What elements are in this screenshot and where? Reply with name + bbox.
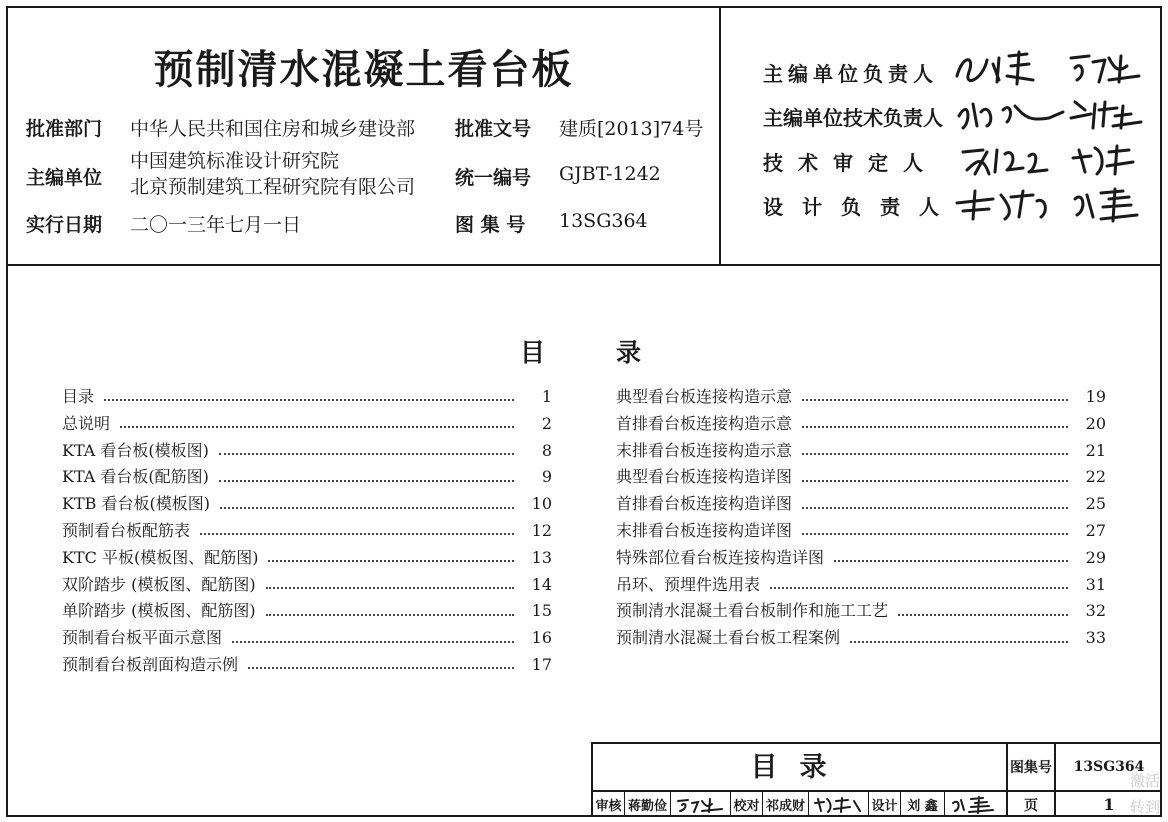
toc-entry-title: 首排看台板连接构造详图 [616,494,793,514]
toc-entry[interactable] [616,438,1106,465]
toc-entry-title: 预制看台板剖面构造示例 [62,654,239,674]
toc-entry-title: 特殊部位看台板连接构造详图 [616,547,825,567]
toc-entry-title: KTC 平板(模板图、配筋图) [62,547,259,567]
chief-unit-value [130,148,415,200]
toc-entry-title: 单阶踏步 (模板图、配筋图) [62,601,256,621]
toc-entry[interactable] [616,384,1106,411]
toc-entry[interactable] [62,384,552,411]
page-cell-value: 1 [1103,795,1115,814]
toc-entry[interactable] [616,625,1106,652]
toc-entry-title: 首排看台板连接构造示意 [616,413,793,433]
toc-entry[interactable] [62,491,552,518]
toc-entry-title: KTB 看台板(模板图) [62,494,210,514]
toc-entry[interactable] [62,545,552,572]
approval-row [593,792,1008,817]
atlas-no-label: 图 集 号 [455,214,526,236]
toc-entry-page: 25 [1085,494,1106,514]
toc-entry[interactable] [62,598,552,625]
checker-name: 祁成财 [763,792,809,817]
toc-entry[interactable] [616,572,1106,599]
toc-entry-page: 33 [1085,628,1106,648]
sig-row-4-label: 设计负责人 [763,195,958,219]
atlas-no-value: 13SG364 [559,210,648,232]
toc-leader-dots [200,533,514,535]
toc-entry-page: 13 [531,547,552,567]
activation-watermark [1130,768,1168,820]
toc-entry[interactable] [62,464,552,491]
sig-row-1-label: 主编单位负责人 [763,62,938,86]
effective-date-label: 实行日期 [26,214,103,236]
toc-entry-page: 12 [531,520,552,540]
toc-leader-dots [248,667,514,669]
toc-left-column [62,384,552,679]
toc-entry-page: 20 [1085,413,1106,433]
toc-leader-dots [266,614,514,616]
toc-entry[interactable] [616,464,1106,491]
effective-date-value: 二〇一三年七月一日 [130,214,302,236]
toc-leader-dots [220,507,514,509]
atlas-no-cell-value: 13SG364 [1056,744,1162,792]
toc-entry-title: 预制清水混凝土看台板制作和施工工艺 [616,601,889,621]
toc-entry-title: 双阶踏步 (模板图、配筋图) [62,574,256,594]
toc-entry[interactable] [62,411,552,438]
toc-leader-dots [219,480,514,482]
atlas-title: 预制清水混凝土看台板 [153,47,574,93]
toc-entry[interactable] [62,438,552,465]
toc-leader-dots [104,399,514,401]
toc-leader-dots [802,507,1068,509]
page-cell-label: 页 [1008,792,1056,817]
toc-entry-title: 典型看台板连接构造详图 [616,467,793,487]
toc-leader-dots [266,587,514,589]
toc-leader-dots [268,560,514,562]
toc-entry[interactable] [62,572,552,599]
toc-entry-title: 总说明 [62,413,111,433]
toc-leader-dots [120,426,514,428]
toc-entry-page: 17 [531,654,552,674]
signature-image [953,138,1153,178]
toc-entry[interactable] [616,411,1106,438]
cover-header [8,8,1160,266]
toc-title-left: 目 [520,338,546,367]
designer-name: 刘 鑫 [901,792,945,817]
approval-doc-value: 建质[2013]74号 [559,118,704,140]
design-label: 设计 [869,792,901,817]
toc-entry-page: 10 [531,494,552,514]
header-info-panel [8,8,721,264]
signature-image [953,183,1153,223]
toc-entry-title: KTA 看台板(模板图) [62,440,209,460]
sig-row-3-label: 技术审定人 [763,151,938,175]
toc-leader-dots [850,641,1068,643]
atlas-no-cell-label: 图集号 [1008,744,1056,792]
approval-dept-label: 批准部门 [26,118,103,140]
toc-leader-dots [898,614,1068,616]
reviewer-name: 蒋勤俭 [625,792,671,817]
toc-entry-title: 末排看台板连接构造示意 [616,440,793,460]
watermark-line-2: 转到 [1130,798,1161,816]
toc-leader-dots [802,453,1068,455]
sig-row-2-label: 主编单位技术负责人 [763,106,943,130]
toc-entry[interactable] [616,598,1106,625]
toc-leader-dots [802,426,1068,428]
signature-image [953,92,1153,132]
toc-entry-page: 19 [1085,387,1106,406]
toc-entry-title: 末排看台板连接构造详图 [616,520,793,540]
signature-image [945,792,1006,817]
toc-entry-page: 21 [1085,440,1106,460]
toc-entry-page: 14 [531,574,552,594]
unified-no-value: GJBT-1242 [559,163,661,185]
check-label: 校对 [731,792,763,817]
signature-image [953,46,1153,86]
toc-entry-title: 典型看台板连接构造示意 [616,387,793,406]
toc-leader-dots [802,533,1068,535]
toc-entry-title: 预制看台板配筋表 [62,520,191,540]
toc-entry[interactable] [62,652,552,679]
toc-entry-page: 29 [1085,547,1106,567]
toc-entry-page: 22 [1085,467,1106,487]
toc-entry[interactable] [62,518,552,545]
approval-doc-label: 批准文号 [455,118,532,140]
toc-entry-page: 31 [1085,574,1106,594]
toc-entry[interactable] [616,491,1106,518]
toc-entry-page: 32 [1085,601,1106,621]
signature-image [809,792,869,817]
toc-entry-page: 1 [541,387,552,406]
toc-leader-dots [802,480,1068,482]
signature-image [671,792,731,817]
toc-entry-title: KTA 看台板(配筋图) [62,467,209,487]
drawing-sheet [6,6,1162,817]
chief-unit-line-2: 北京预制建筑工程研究院有限公司 [130,176,416,198]
review-label: 审核 [593,792,625,817]
approval-dept-value: 中华人民共和国住房和城乡建设部 [130,118,416,140]
toc-right-column [616,384,1106,652]
toc-leader-dots [219,453,514,455]
toc-leader-dots [770,587,1068,589]
toc-entry[interactable] [616,545,1106,572]
toc-entry-title: 预制看台板平面示意图 [62,628,223,648]
toc-entry-page: 8 [541,440,552,460]
toc-entry-page: 27 [1085,520,1106,540]
chief-unit-line-1: 中国建筑标准设计研究院 [130,150,340,172]
toc-title-right: 录 [616,338,642,367]
toc-entry[interactable] [616,518,1106,545]
toc-leader-dots [834,560,1068,562]
toc-entry-title: 目录 [62,387,95,406]
toc-entry-page: 16 [531,628,552,648]
toc-entry[interactable] [62,625,552,652]
title-block [591,742,1160,815]
watermark-line-1: 激活 [1130,772,1161,790]
toc-entry-title: 吊环、预埋件选用表 [616,574,761,594]
toc-leader-dots [232,641,514,643]
toc-leader-dots [802,399,1068,401]
sheet-name: 目录 [593,744,1008,792]
toc-entry-title: 预制清水混凝土看台板工程案例 [616,628,841,648]
toc-entry-page: 15 [531,601,552,621]
toc-entry-page: 2 [541,413,552,433]
unified-no-label: 统一编号 [455,167,532,189]
toc-entry-page: 9 [541,467,552,487]
chief-unit-label: 主编单位 [26,167,103,189]
